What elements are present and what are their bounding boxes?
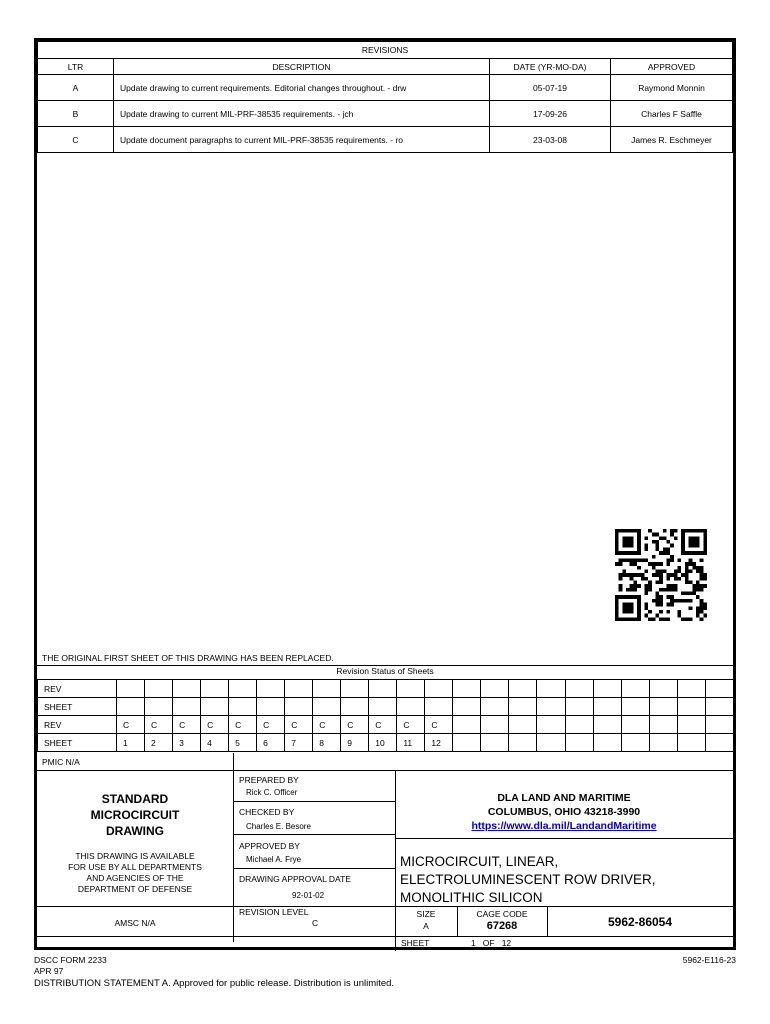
header-ltr: LTR [38, 59, 114, 75]
checked-by-label: CHECKED BY [239, 807, 295, 817]
status-cell [257, 698, 285, 716]
status-cell [509, 716, 537, 734]
cage-code-label: CAGE CODE [476, 909, 528, 919]
drawing-title [400, 853, 730, 907]
status-cell: 4 [201, 734, 229, 752]
status-cell: 5 [229, 734, 257, 752]
status-cell [537, 734, 565, 752]
revision-date: 23-03-08 [490, 127, 611, 153]
cage-code: 67268 [486, 920, 518, 932]
revision-ltr: C [38, 127, 114, 153]
approval-date-label: DRAWING APPROVAL DATE [239, 874, 351, 884]
approved-by-name: Michael A. Frye [246, 855, 302, 864]
status-cell [201, 680, 229, 698]
status-row [38, 698, 734, 716]
sheet-label: SHEET [401, 938, 430, 948]
status-cell [705, 680, 733, 698]
status-cell [173, 698, 201, 716]
status-cell [313, 698, 341, 716]
distribution-statement: DISTRIBUTION STATEMENT A. Approved for public release. Distribution is unlimited. [34, 978, 395, 989]
status-cell [677, 734, 705, 752]
agency-url-link[interactable]: https://www.dla.mil/LandandMaritime [471, 820, 657, 832]
availability-line: DEPARTMENT OF DEFENSE [77, 884, 193, 894]
revision-ltr: B [38, 101, 114, 127]
checked-by-name: Charles E. Besore [246, 822, 311, 831]
status-cell [285, 680, 313, 698]
status-cell: C [257, 716, 285, 734]
status-cell [677, 698, 705, 716]
status-cell [257, 680, 285, 698]
status-cell [677, 680, 705, 698]
status-cell [229, 698, 257, 716]
status-cell [201, 698, 229, 716]
status-cell [229, 680, 257, 698]
standard-drawing-title [37, 791, 233, 839]
header-date: DATE (YR-MO-DA) [490, 59, 611, 75]
status-cell: C [201, 716, 229, 734]
status-cell [705, 716, 733, 734]
status-cell [509, 680, 537, 698]
status-cell [397, 680, 425, 698]
status-cell [593, 698, 621, 716]
status-cell [369, 680, 397, 698]
status-cell [369, 698, 397, 716]
availability-line: THIS DRAWING IS AVAILABLE [75, 851, 195, 861]
status-cell [621, 680, 649, 698]
status-cell: 3 [173, 734, 201, 752]
status-cell [173, 680, 201, 698]
revision-approver: Raymond Monnin [611, 75, 733, 101]
status-cell [313, 680, 341, 698]
status-cell [453, 680, 481, 698]
status-cell [593, 716, 621, 734]
revisions-table [37, 41, 733, 153]
status-cell [621, 734, 649, 752]
status-cell: 8 [313, 734, 341, 752]
status-cell [481, 680, 509, 698]
status-cell: 10 [369, 734, 397, 752]
status-cell [509, 698, 537, 716]
status-cell [509, 734, 537, 752]
agency-block [395, 791, 733, 833]
status-cell: 1 [117, 734, 145, 752]
status-cell [565, 734, 593, 752]
prepared-by-label: PREPARED BY [239, 775, 299, 785]
availability-line: AND AGENCIES OF THE [86, 873, 184, 883]
status-row-label: SHEET [38, 734, 117, 752]
status-cell [565, 716, 593, 734]
revision-approver: Charles F Saffle [611, 101, 733, 127]
availability-note [37, 851, 233, 895]
status-cell [341, 698, 369, 716]
header-approved: APPROVED [611, 59, 733, 75]
revision-description: Update document paragraphs to current MIL-PRF-38535 requirements. - ro [114, 127, 490, 153]
status-cell [593, 680, 621, 698]
replaced-note: THE ORIGINAL FIRST SHEET OF THIS DRAWING HAS BEEN REPLACED. [42, 653, 334, 663]
revision-row [38, 101, 733, 127]
status-cell [117, 698, 145, 716]
status-cell [425, 680, 453, 698]
prepared-by-name: Rick C. Officer [246, 788, 298, 797]
status-cell [649, 680, 677, 698]
document-id: 5962-E116-23 [682, 955, 736, 965]
status-cell [621, 698, 649, 716]
status-cell [453, 698, 481, 716]
status-cell [649, 734, 677, 752]
status-cell [565, 698, 593, 716]
status-cell: 12 [425, 734, 453, 752]
status-cell [145, 680, 173, 698]
title-line: ELECTROLUMINESCENT ROW DRIVER, [400, 872, 656, 887]
sheet-value: 1 OF 12 [471, 938, 512, 948]
status-cell [649, 716, 677, 734]
revision-level: C [312, 918, 319, 928]
status-row-label: REV [38, 716, 117, 734]
status-cell: 6 [257, 734, 285, 752]
status-cell: C [369, 716, 397, 734]
amsc-label: AMSC N/A [114, 918, 156, 928]
status-cell [481, 698, 509, 716]
status-row-label: SHEET [38, 698, 117, 716]
status-cell [537, 698, 565, 716]
status-cell [621, 716, 649, 734]
status-cell: 11 [397, 734, 425, 752]
status-cell: C [397, 716, 425, 734]
status-cell: C [313, 716, 341, 734]
drawing-frame [34, 38, 736, 950]
status-cell [649, 698, 677, 716]
status-cell: 7 [285, 734, 313, 752]
approval-date: 92-01-02 [292, 891, 325, 900]
revision-status-table [37, 679, 734, 752]
header-description: DESCRIPTION [114, 59, 490, 75]
approved-by-label: APPROVED BY [239, 841, 300, 851]
title-line: MONOLITHIC SILICON [400, 890, 543, 905]
revision-approver: James R. Eschmeyer [611, 127, 733, 153]
status-cell: C [229, 716, 257, 734]
revision-row [38, 75, 733, 101]
status-cell [537, 680, 565, 698]
status-cell [705, 734, 733, 752]
status-cell: C [285, 716, 313, 734]
revision-date: 17-09-26 [490, 101, 611, 127]
status-cell: C [117, 716, 145, 734]
status-cell [397, 698, 425, 716]
agency-address: COLUMBUS, OHIO 43218-3990 [487, 806, 641, 818]
revision-description: Update drawing to current MIL-PRF-38535 requirements. - jch [114, 101, 490, 127]
standard-line: STANDARD [101, 792, 169, 806]
revision-level-label: REVISION LEVEL [239, 907, 309, 917]
status-cell [145, 698, 173, 716]
status-cell: 9 [341, 734, 369, 752]
standard-line: DRAWING [106, 824, 164, 838]
status-cell [677, 716, 705, 734]
status-cell [593, 734, 621, 752]
status-cell: C [145, 716, 173, 734]
revision-row [38, 127, 733, 153]
status-cell: 2 [145, 734, 173, 752]
pmic-label: PMIC N/A [42, 757, 80, 767]
status-row [38, 680, 734, 698]
status-cell [537, 716, 565, 734]
status-cell [425, 698, 453, 716]
form-number: DSCC FORM 2233 [34, 955, 107, 965]
qr-code [615, 529, 707, 621]
status-row-label: REV [38, 680, 117, 698]
status-cell: C [173, 716, 201, 734]
revision-ltr: A [38, 75, 114, 101]
agency-name: DLA LAND AND MARITIME [497, 792, 631, 804]
title-line: MICROCIRCUIT, LINEAR, [400, 854, 559, 869]
status-cell [285, 698, 313, 716]
form-date: APR 97 [34, 966, 64, 976]
status-cell [565, 680, 593, 698]
status-cell: C [425, 716, 453, 734]
size-label: SIZE [416, 909, 436, 919]
status-row [38, 716, 734, 734]
status-row [38, 734, 734, 752]
status-cell [453, 734, 481, 752]
revision-description: Update drawing to current requirements. Editorial changes throughout. - drw [114, 75, 490, 101]
status-cell [481, 716, 509, 734]
availability-line: FOR USE BY ALL DEPARTMENTS [68, 862, 202, 872]
revision-status-title: Revision Status of Sheets [336, 666, 434, 676]
size-value: A [423, 921, 429, 931]
revisions-title: REVISIONS [38, 42, 733, 59]
status-cell [481, 734, 509, 752]
document-number: 5962-86054 [607, 915, 673, 929]
standard-line: MICROCIRCUIT [90, 808, 180, 822]
revision-date: 05-07-19 [490, 75, 611, 101]
status-cell [705, 698, 733, 716]
status-cell: C [341, 716, 369, 734]
status-cell [341, 680, 369, 698]
status-cell [453, 716, 481, 734]
status-cell [117, 680, 145, 698]
